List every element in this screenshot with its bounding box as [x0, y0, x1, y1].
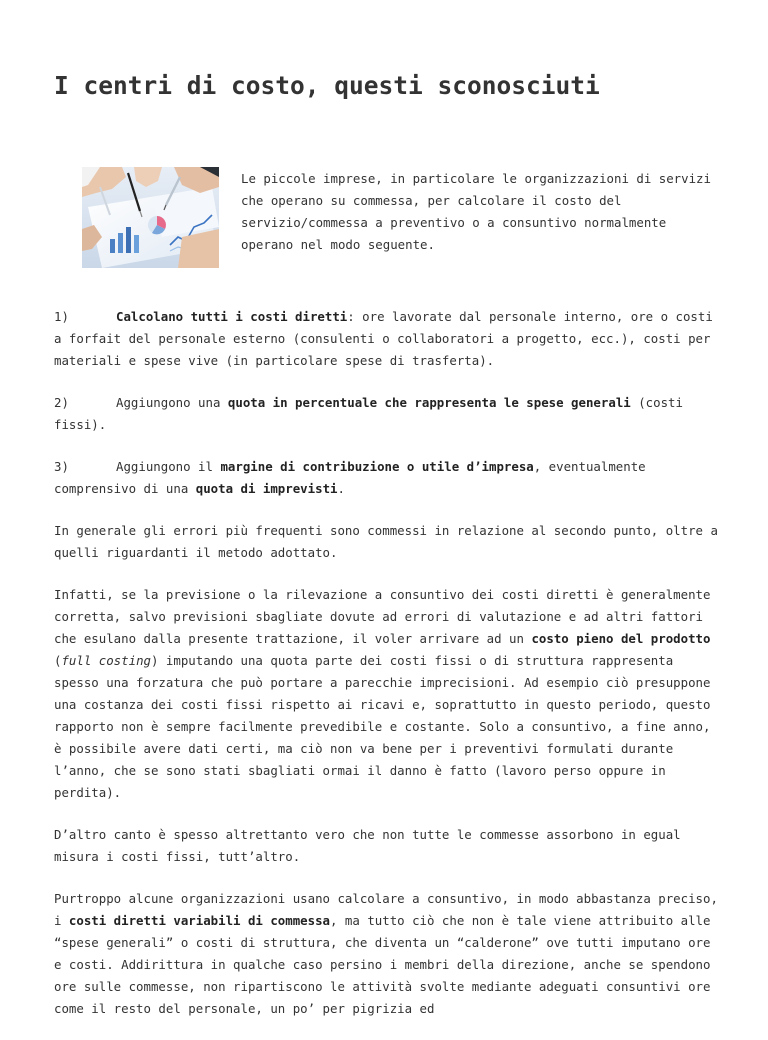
paragraph-errori: In generale gli errori più frequenti sono commessi in relazione al secondo punto, oltre a quelli riguardanti il metodo adottato. [54, 523, 718, 560]
bold-text: costi diretti variabili di commessa [68, 913, 331, 928]
paragraph-text: Infatti, se la previsione o la rilevazione a consuntivo dei costi diretti è generalmente corretta, salvo previsioni sbagliate dovute ad errori di valutazione e ad altri fattori che esulano dalla presente trattazione, il voler arrivare ad un [54, 587, 711, 646]
list-text: : ore lavorate dal personale interno, ore o costi a forfait del personale esterno (consulenti o collaboratori a progetto, ecc.), costi per materiali e spese vive (in particolare spese di trasferta). [54, 309, 713, 368]
paragraph-text: Purtroppo alcune organizzazioni usano calcolare a consuntivo, in modo abbastanza preciso, i [54, 891, 718, 928]
intro-paragraph: Le piccole imprese, in particolare le organizzazioni di servizi che operano su commessa, per calcolare il costo del servizio/commessa a preventivo o a consuntivo normalmente operano nel modo seguente. [241, 171, 711, 252]
list-item [54, 392, 722, 436]
list-text: . [337, 481, 345, 496]
list-text: Aggiungono il [116, 459, 221, 474]
italic-text: full costing [61, 653, 151, 668]
bold-text: quota in percentuale che rappresenta le spese generali [227, 395, 631, 410]
list-number: 1) [54, 309, 69, 324]
paragraph-infatti [54, 584, 722, 804]
paragraph-purtroppo [54, 888, 722, 1020]
bold-text: costo pieno del prodotto [531, 631, 711, 646]
paragraph-text: , ma tutto ciò che non è tale viene attribuito alle “spese generali” o costi di struttura, che diventa un “calderone” ove tutti imputano ore e costi. Addirittura in qualche caso persino i membri della direzione, anche se spendono ore sulle commesse, non ripartiscono le attività svolte mediante adeguati consuntivi ore come il resto del personale, un po’ per pigrizia ed [54, 913, 711, 1016]
page-title: I centri di costo, questi sconosciuti [54, 71, 600, 100]
article-body [54, 306, 722, 1040]
list-text: Aggiungono una [116, 395, 228, 410]
paragraph-text: ) imputando una quota parte dei costi fissi o di struttura rappresenta spesso una forzatura che può portare a parecchie imprecisioni. Ad esempio ciò presuppone una costanza dei costi fissi rispetto ai ricavi e, soprattutto in questo periodo, questo rapporto non è sempre facilmente prevedibile e costante. Solo a consuntivo, a fine anno, è possibile avere dati certi, ma ciò non va bene per i preventivi formulati durante l’anno, che se sono stati sbagliati ormai il danno è fatto (lavoro perso oppure in perdita). [54, 653, 711, 800]
list-number: 2) [54, 395, 69, 410]
list-text: (costi fissi). [54, 395, 683, 432]
paragraph-text: ( [54, 653, 62, 668]
article-image [82, 167, 219, 268]
bold-text: Calcolano tutti i costi diretti [116, 309, 348, 324]
paragraph-altro-canto: D’altro canto è spesso altrettanto vero che non tutte le commesse assorbono in egual misura i costi fissi, tutt’altro. [54, 827, 681, 864]
list-text: , eventualmente comprensivo di una [54, 459, 646, 496]
list-item [54, 456, 722, 500]
list-number: 3) [54, 459, 69, 474]
list-item [54, 306, 722, 372]
bold-text: margine di contribuzione o utile d’impresa [220, 459, 534, 474]
business-chart-photo-icon [82, 167, 219, 268]
bold-text: quota di imprevisti [195, 481, 338, 496]
